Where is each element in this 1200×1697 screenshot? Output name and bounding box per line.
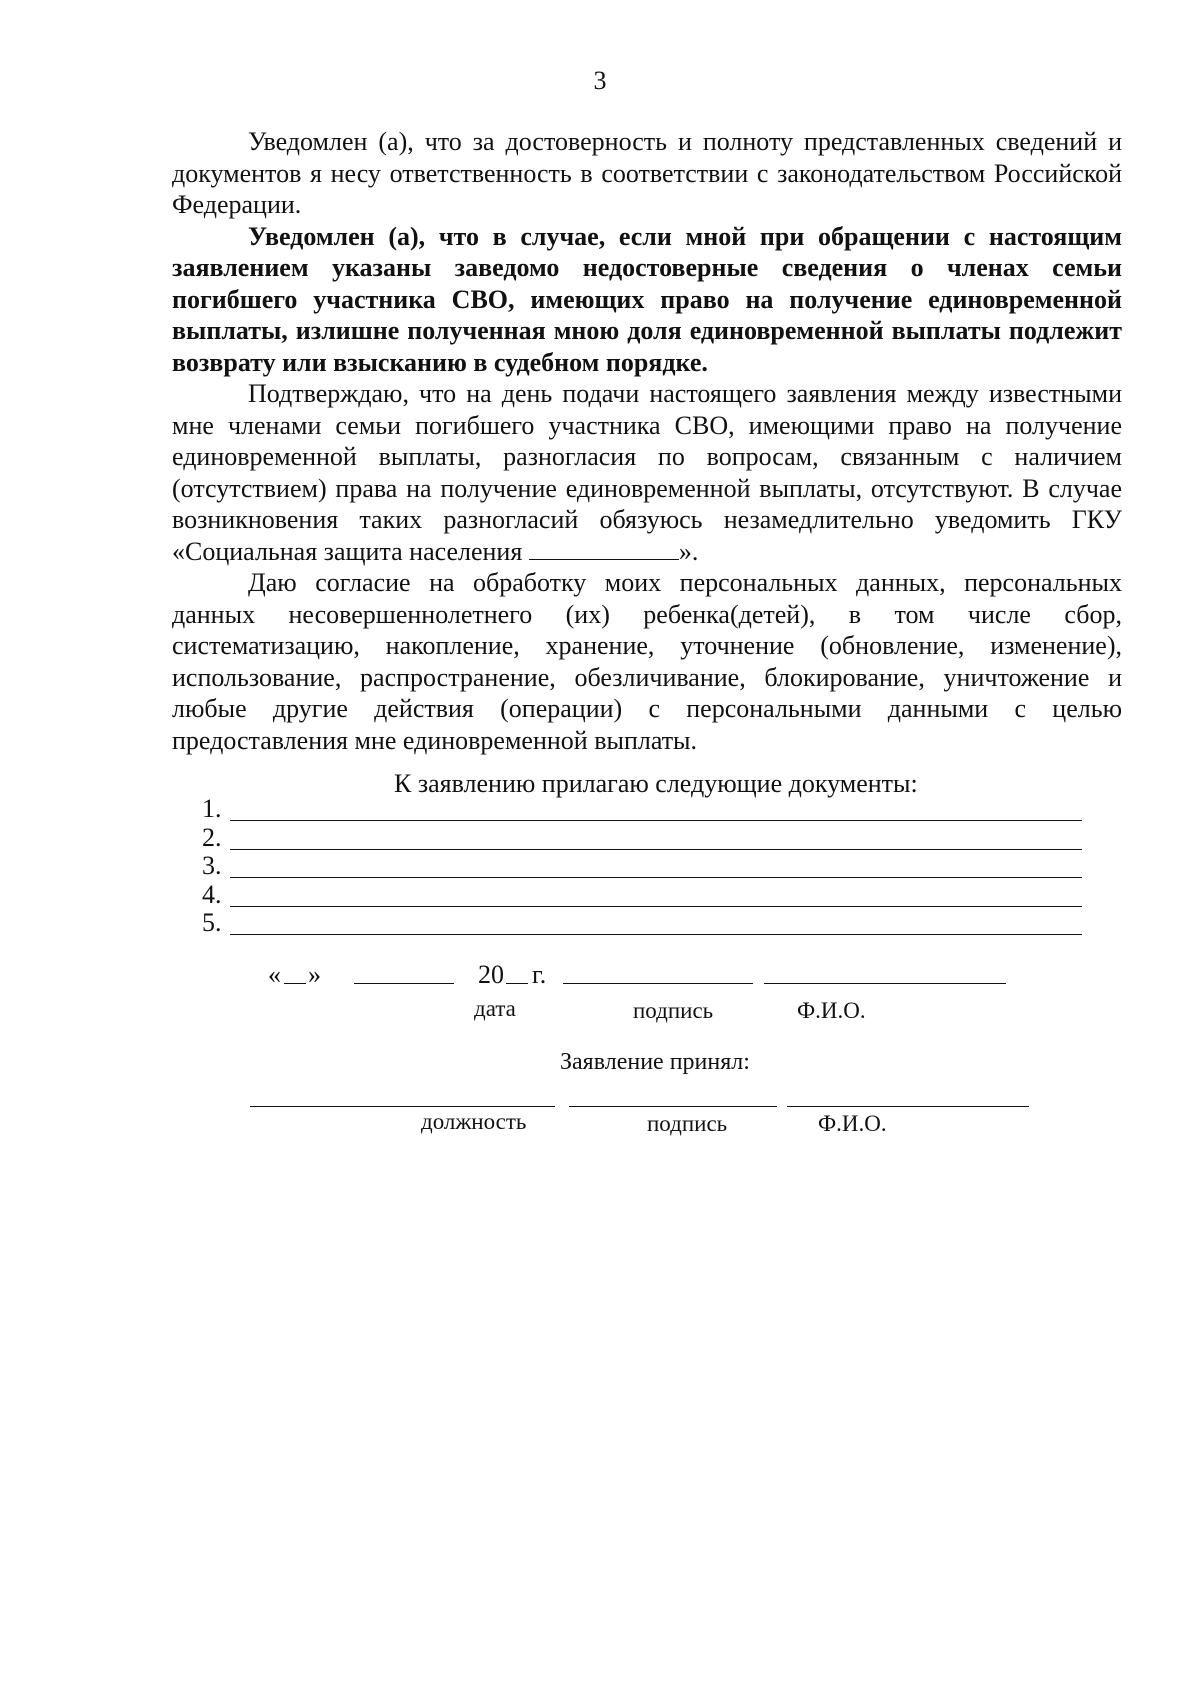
consent-paragraph: Даю согласие на обработку моих персональных данных, персональных данных несовершеннолетнего (их) ребенка(детей), в том числе сбор, систематизацию, накопление, хранение, уточнение (обновление, изменение), использование, распространение, обезличивание, блокирование, уничтожение и любые другие действия (операции) с персональными данными с целью предоставления мне единовременной выплаты. <box>172 568 1122 755</box>
name-blank <box>764 983 1006 984</box>
day-blank <box>284 983 306 984</box>
attachment-number: 4. <box>202 879 222 909</box>
attachment-number: 3. <box>202 851 222 880</box>
year-suffix: г. <box>532 960 547 989</box>
attachment-row <box>202 852 1082 881</box>
caption-receiver-name: Ф.И.О. <box>818 1111 887 1136</box>
attachment-number: 5. <box>202 908 222 937</box>
false-information-paragraph: Уведомлен (а), что в случае, если мной при обращении с настоящим заявлением указаны заведомо недостоверные сведения о членах семьи погибшего участника СВО, имеющих право на получение единовременной выплаты, излишне полученная мною доля единовременной выплаты подлежит возврату или взысканию в судебном порядке. <box>172 221 1122 377</box>
accepted-by-heading: Заявление принял: <box>560 1049 750 1075</box>
month-blank <box>354 983 454 984</box>
attachments-list <box>202 795 1082 938</box>
caption-signature: подпись <box>633 998 714 1023</box>
attachments-heading: К заявлению прилагаю следующие документы: <box>394 769 918 798</box>
attachment-row <box>202 909 1082 938</box>
caption-position: должность <box>421 1109 527 1134</box>
attachment-fill-line <box>230 877 1082 878</box>
applicant-signature-row <box>268 960 1028 1000</box>
attachment-number: 1. <box>202 794 222 823</box>
responsibility-paragraph: Уведомлен (а), что за достоверность и полноту представленных сведений и документов я несу ответственность в соответствии с законодательством Российской Федерации. <box>172 127 1122 219</box>
confirmation-paragraph <box>172 378 1122 567</box>
confirmation-closing-quote: ». <box>678 536 699 566</box>
caption-date: дата <box>474 996 516 1021</box>
office-name-blank <box>529 558 679 560</box>
signature-blank <box>563 983 753 984</box>
date-quote-close: » <box>308 960 321 989</box>
document-body <box>172 126 1122 756</box>
year-prefix: 20 <box>478 960 504 989</box>
year-blank <box>506 983 528 984</box>
attachment-fill-line <box>230 849 1082 850</box>
caption-name: Ф.И.О. <box>797 998 866 1023</box>
attachment-row <box>202 795 1082 824</box>
attachment-row <box>202 824 1082 853</box>
date-quote-open: « <box>268 960 281 989</box>
attachment-fill-line <box>230 820 1082 821</box>
confirmation-text: Подтверждаю, что на день подачи настоящего заявления между известными мне членами семьи погибшего участника СВО, имеющими право на получение единовременной выплаты, разногласия по вопросам, связанным с наличием (отсутствием) права на получение единовременной выплаты, отсутствуют. В случае возникновения таких разногласий обязуюсь незамедлительно уведомить ГКУ «Социальная защита населения <box>172 379 1122 566</box>
position-blank <box>250 1106 555 1107</box>
attachment-fill-line <box>230 934 1082 935</box>
receiver-signature-blank <box>569 1106 777 1107</box>
attachment-number: 2. <box>202 822 222 852</box>
receiver-name-blank <box>787 1106 1029 1107</box>
caption-receiver-signature: подпись <box>647 1111 728 1136</box>
attachment-row <box>202 881 1082 910</box>
attachment-fill-line <box>230 906 1082 907</box>
page-number: 3 <box>593 66 607 95</box>
